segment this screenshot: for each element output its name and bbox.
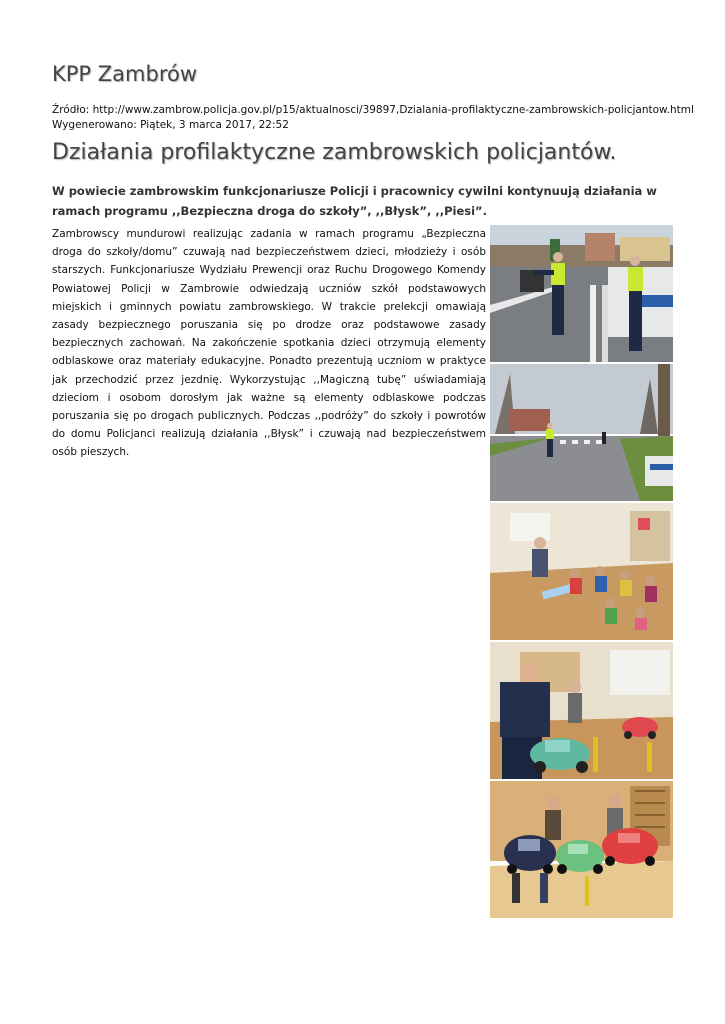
officer-toy-cars-photo: [490, 642, 673, 779]
article-body: Zambrowscy mundurowi realizując zadania w ramach programu „Bezpieczna droga do szkoły/domu” czuwają nad bezpieczeństwem dzieci, młodzieży i osób starszych. Funkcjonariusze Wydziału Prewencji oraz Ruchu Drogowego Komendy Powiatowej Policji w Zambrowie odwiedzają uczniów szkół podstawowych miejskich i gminnych powiatu zambrowskiego. W trakcie prelekcji omawiają zasady bezpiecznego poruszania się po drodze oraz podstawowe zasady bezpiecznych zachowań. Na zakończenie spotkania dzieci otrzymują elementy odblaskowe oraz materiały edukacyjne. Ponadto prezentują uczniom w praktyce jak przechodzić przez jezdnię. Wykorzystując ,,Magiczną tubę” uświadamiają dzieciom i osobom dorosłym jak ważne są elementy odblaskowe podczas poruszania się po drogach publicznych. Podczas ,,podróży” do szkoły i powrotów do domu Policjanci realizują działania ,,Błysk” i czuwają nad bezpieczeństwem osób pieszych.: [52, 228, 486, 459]
classroom-children-photo: [490, 503, 673, 640]
document-meta: [52, 103, 692, 133]
pedestrian-crossing-photo: [490, 364, 673, 501]
source-line: Źródło: http://www.zambrow.policja.gov.pl/p15/aktualnosci/39897,Dzialania-profilaktyczne-zambrowskich-policjantow.html: [52, 104, 694, 116]
children-toy-cars-gym-photo: [490, 781, 673, 918]
article-title: Działania profilaktyczne zambrowskich policjantów.: [52, 140, 617, 165]
photo-column: [490, 225, 673, 920]
generated-line: Wygenerowano: Piątek, 3 marca 2017, 22:52: [52, 119, 289, 131]
article-lead: W powiecie zambrowskim funkcjonariusze Policji i pracownicy cywilni kontynuują działania w ramach programu ,,Bezpieczna droga do szkoły”, ,,Błysk”, ,,Piesi”.: [52, 184, 657, 218]
site-title: KPP Zambrów: [52, 62, 198, 86]
police-officers-road-photo: [490, 225, 673, 362]
